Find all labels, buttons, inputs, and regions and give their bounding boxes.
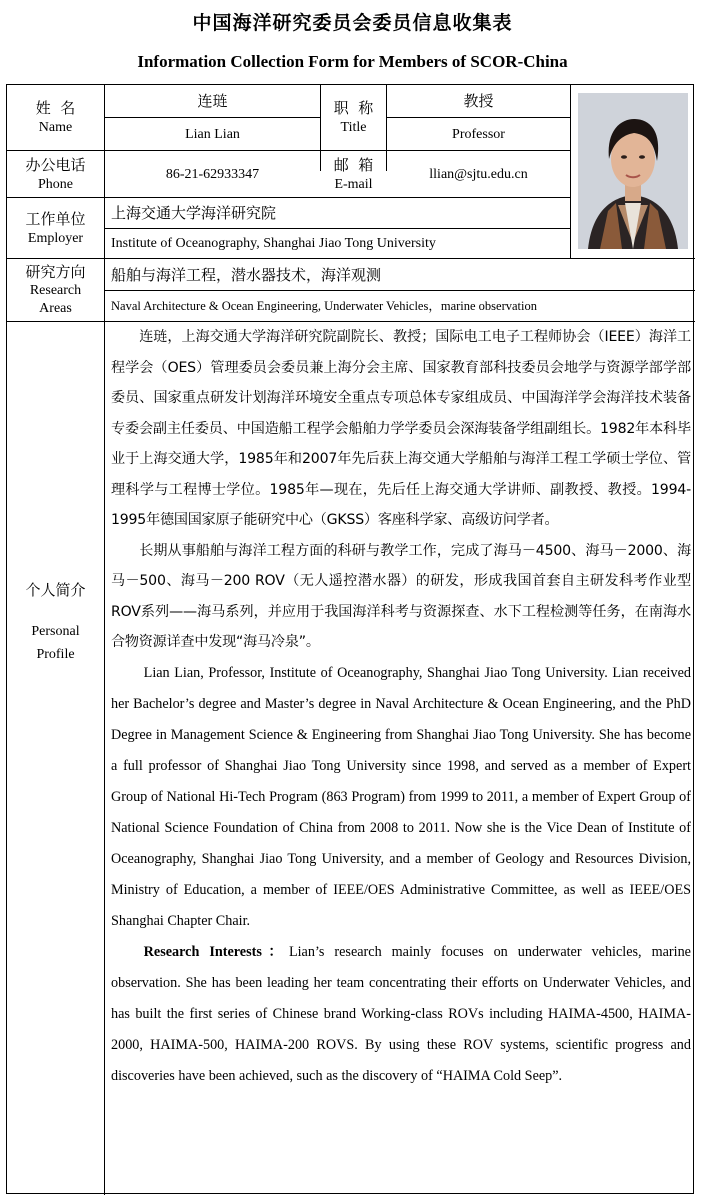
research-label-en-2: Areas xyxy=(39,300,72,316)
title-value-cn: 教授 xyxy=(463,92,494,110)
phone-label-cn: 办公电话 xyxy=(25,155,86,174)
profile-label-en-cell xyxy=(7,621,104,665)
name-value-cn-cell xyxy=(105,85,320,117)
profile-paragraph-en-1: Lian Lian, Professor, Institute of Oceanography, Shanghai Jiao Tong University. Lian received her Bachelor’s degree and Master’s degree in Naval Architecture & Ocean Engineering, and the PhD Degree in Management Science & Engineering from Shanghai Jiao Tong University. She has become a full professor of Shanghai Jiao Tong University since 1998, and served as a member of Expert Group of National Hi-Tech Program (863 Program) from 1999 to 2011, a member of Expert Group of National Science Foundation of China from 2008 to 2011. Now she is the Vice Dean of Institute of Oceanography, Shanghai Jiao Tong University, and a member of Geology and Resources Division, Ministry of Education, a member of IEEE/OES Administrative Committee, as well as IEEE/OES Shanghai Chapter Chair. xyxy=(111,664,691,929)
profile-label-en-2: Profile xyxy=(36,647,75,662)
email-label-en: E-mail xyxy=(334,176,373,192)
profile-paragraph-cn-1: 连琏，上海交通大学海洋研究院副院长、教授；国际电工电子工程师协会（IEEE）海洋工程学会（OES）管理委员会委员兼上海分会主席、国家教育部科技委员会地学与资源学部学部委员、国家重点研发计划海洋环境安全重点专项总体专家组成员、中国海洋学会海洋技术装备专委会副主任委员、中国造船工程学会船舶力学学委员会深海装备学组副组长。1982年本科毕业于上海交通大学，1985年和2007年先后获上海交通大学船舶与海洋工程工学硕士学位、管理科学与工程博士学位。1985年—现在，先后任上海交通大学讲师、副教授、教授。1994-1995年德国国家原子能研究中心（GKSS）客座科学家、高级访问学者。 xyxy=(111,329,691,528)
name-label xyxy=(7,85,104,150)
name-value-en: Lian Lian xyxy=(185,126,240,142)
research-label-cn: 研究方向 xyxy=(25,262,86,281)
name-label-en: Name xyxy=(38,120,73,135)
phone-value-cell xyxy=(105,151,320,197)
member-photo xyxy=(578,93,688,249)
employer-value-cn-cell xyxy=(105,198,570,228)
divider xyxy=(570,85,571,258)
employer-label-en: Employer xyxy=(27,230,84,246)
profile-label-cn-cell xyxy=(7,575,104,605)
email-value: llian@sjtu.edu.cn xyxy=(429,166,528,182)
form-title-cn: 中国海洋研究委员会委员信息收集表 xyxy=(192,12,513,34)
name-value-cn: 连琏 xyxy=(197,92,228,110)
email-label xyxy=(321,151,386,197)
profile-text xyxy=(111,322,691,1092)
research-value-en-cell xyxy=(105,291,695,321)
research-interests-label: Research Interests： xyxy=(143,943,289,960)
profile-paragraph-en-2 xyxy=(111,937,691,1092)
research-label-en-1: Research xyxy=(29,282,82,298)
employer-label-cn: 工作单位 xyxy=(25,209,86,228)
title-label-en: Title xyxy=(340,120,367,135)
title-label xyxy=(321,85,386,150)
profile-label-cn: 个人简介 xyxy=(25,581,86,599)
profile-paragraph-cn-2: 长期从事船舶与海洋工程方面的科研与教学工作，完成了海马－4500、海马－2000、海马－500、海马－200 ROV（无人遥控潜水器）的研发，形成我国首套自主研发科考作业型ROV系列——海马系列，并应用于我国海洋科考与资源探查、水下工程检测等任务，在南海水合物资源详查中发现“海马冷泉”。 xyxy=(111,542,691,650)
member-info-form xyxy=(6,84,694,1194)
title-value-en-cell xyxy=(387,118,570,150)
title-label-cn: 职 称 xyxy=(333,99,374,117)
profile-label-en-1: Personal xyxy=(31,624,80,639)
research-label xyxy=(7,259,104,321)
research-value-cn: 船舶与海洋工程，潜水器技术，海洋观测 xyxy=(111,265,382,284)
employer-value-en: Institute of Oceanography, Shanghai Jiao Tong University xyxy=(111,236,436,251)
phone-value: 86-21-62933347 xyxy=(165,166,260,182)
employer-value-cn: 上海交通大学海洋研究院 xyxy=(111,204,277,222)
title-value-en: Professor xyxy=(452,126,505,142)
employer-label xyxy=(7,198,104,258)
email-value-cell xyxy=(387,151,570,197)
employer-value-en-cell xyxy=(105,229,570,258)
name-label-cn: 姓 名 xyxy=(35,99,76,117)
phone-label xyxy=(7,151,104,197)
research-value-cn-cell xyxy=(105,259,695,290)
name-value-en-cell xyxy=(105,118,320,150)
title-value-cn-cell xyxy=(387,85,570,117)
form-title-en: Information Collection Form for Members of SCOR-China xyxy=(137,52,568,71)
phone-label-en: Phone xyxy=(38,176,73,192)
research-value-en: Naval Architecture & Ocean Engineering, Underwater Vehicles，marine observation xyxy=(111,298,537,313)
research-interests-text: Lian’s research mainly focuses on underwater vehicles, marine observation. She has been leading her team concentrating their efforts on Underwater Vehicles, and has built the first series of Chinese brand Working-class ROVs including HAIMA-4500, HAIMA-2000, HAIMA-500, HAIMA-200 ROVS. By using these ROV systems, scientific progress and discoveries have been achieved, such as the discovery of “HAIMA Cold Seep”. xyxy=(111,943,691,1084)
email-label-cn: 邮 箱 xyxy=(333,155,374,174)
portrait-image xyxy=(578,93,688,249)
